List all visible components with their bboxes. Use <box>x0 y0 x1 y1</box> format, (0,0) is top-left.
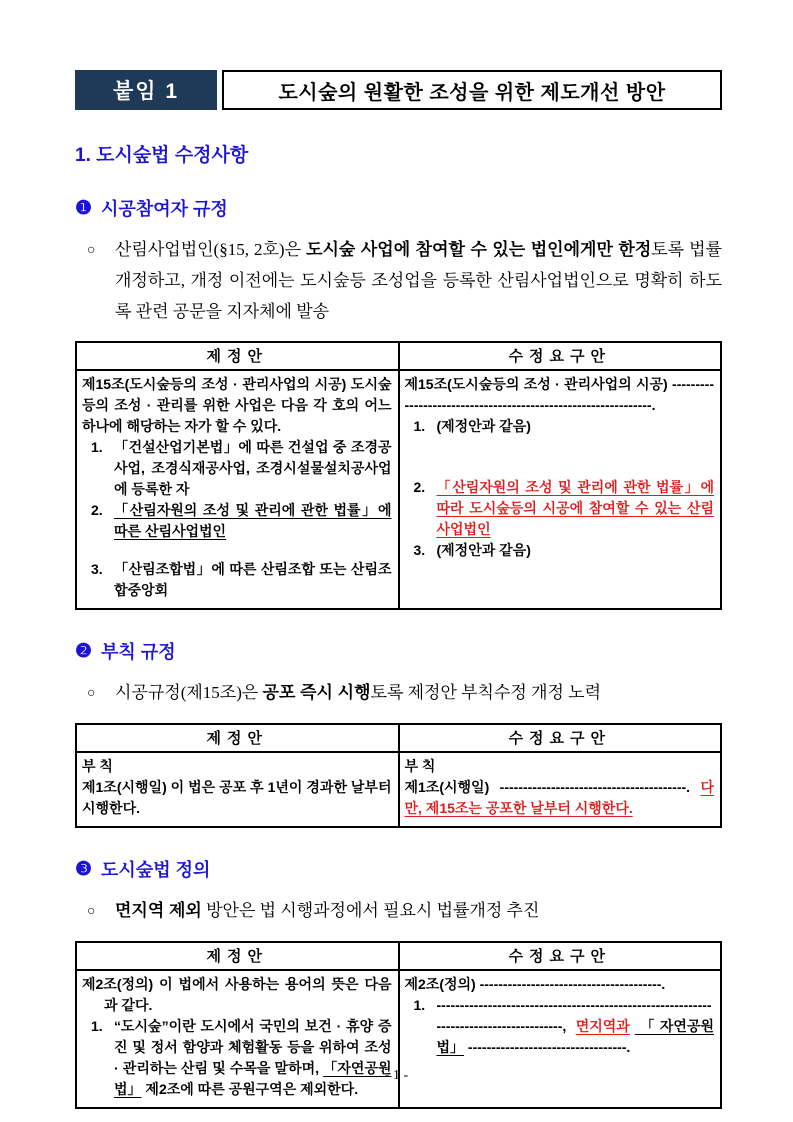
bullet-paragraph-3 <box>87 895 722 927</box>
clause-item-1 <box>82 437 392 500</box>
item-text <box>114 1016 392 1100</box>
bullet-3-text <box>115 895 722 927</box>
comparison-table-1 <box>75 341 722 610</box>
bullet-paragraph-1 <box>87 234 722 327</box>
emphasis-run: 도시숲 사업에 참여할 수 있는 법인에게만 한정 <box>306 240 652 259</box>
section-1-heading: 1. 도시숲법 수정사항 <box>75 145 249 166</box>
clause-text: 제1조(시행일) 이 법은 공포 후 1년이 경과한 날부터 시행한다. <box>82 779 392 816</box>
emphasis-run: 면지역 제외 <box>115 901 202 920</box>
item-text: 「건설산업기본법」에 따른 건설업 중 조경공사업, 조경식재공사업, 조경시설물설치공사업에 등록한 자 <box>114 439 392 497</box>
clause-intro <box>405 974 715 995</box>
item-number: 1. <box>413 418 426 434</box>
addendum-label: 부 칙 <box>404 758 436 774</box>
table-header-row <box>76 342 721 370</box>
bullet-1-text <box>115 234 722 327</box>
clause-item-1 <box>405 995 715 1058</box>
revision-cell <box>399 752 722 827</box>
subsection-1-heading <box>75 195 722 221</box>
placeholder-dashes: --------------------------------------------------------------------------------------, <box>436 997 712 1034</box>
item-text: 「산림조합법」에 따른 산림조합 또는 산림조합중앙회 <box>114 561 392 598</box>
text-run: 제2조에 따른 공원구역은 제외한다. <box>141 1081 359 1097</box>
item-text-revision: 「산림자원의 조성 및 관리에 관한 법률」에 따라 도시숲등의 시공에 참여할 수 있는 산림사업법인 <box>436 479 714 537</box>
clause-item-1 <box>82 1016 392 1100</box>
clause-item-3 <box>82 559 392 601</box>
revision-run: 다만, 제15조는 공포한 날부터 시행한다. <box>404 779 715 816</box>
text-run: 토록 법률 개정하고, 개정 이전에는 도시숲등 조성업을 등록한 산림사업법인으로 명확히 하도록 관련 공문을 지자체에 발송 <box>115 240 722 321</box>
revision-cell <box>399 370 722 609</box>
comparison-table-2 <box>75 723 722 828</box>
item-number: 2. <box>91 502 103 518</box>
circle-bullet-icon: ○ <box>87 686 96 701</box>
circled-number-3-icon: ❸ <box>75 858 93 880</box>
clause-item-2 <box>405 477 715 540</box>
subsection-2-heading <box>75 638 722 664</box>
column-header-revision: 수정요구안 <box>399 342 722 370</box>
proposal-cell <box>76 370 399 609</box>
attachment-badge: 붙임 1 <box>75 70 217 110</box>
item-text: (제정안과 같음) <box>436 418 531 434</box>
circle-bullet-icon: ○ <box>87 243 96 258</box>
item-number: 2. <box>413 479 426 495</box>
item-text: (제정안과 같음) <box>436 542 531 558</box>
revision-run: 면지역과 <box>575 1018 630 1034</box>
addendum-label: 부 칙 <box>82 758 113 774</box>
text-run: “도시숲”이란 도시에서 국민의 보건 · 휴양 증진 및 정서 함양과 체험활동 등을 위하여 조성 · 관리하는 산림 및 수목을 말하며, <box>114 1018 392 1076</box>
page-number: - 1 - <box>384 1068 409 1083</box>
table-header-row <box>76 942 721 970</box>
placeholder-dashes: --------------------------------------------------------------. <box>404 376 714 413</box>
clause-intro: 제2조(정의) 이 법에서 사용하는 용어의 뜻은 다음과 같다. <box>82 976 392 1013</box>
revision-cell <box>399 970 722 1108</box>
subsection-2-title: 부칙 규정 <box>101 642 176 662</box>
column-header-proposal: 제정안 <box>76 342 399 370</box>
column-header-revision: 수정요구안 <box>399 724 722 752</box>
item-number: 1. <box>413 997 426 1013</box>
circled-number-2-icon: ❷ <box>75 640 93 662</box>
clause-intro <box>405 374 715 416</box>
table-header-row <box>76 724 721 752</box>
column-header-proposal: 제정안 <box>76 942 399 970</box>
table-body-row <box>76 970 721 1108</box>
document-header <box>75 70 722 110</box>
emphasis-run: 공포 즉시 시행 <box>262 683 371 702</box>
item-number: 3. <box>413 542 426 558</box>
column-header-proposal: 제정안 <box>76 724 399 752</box>
text-run: 제15조(도시숲등의 조성 · 관리사업의 시공) <box>404 376 673 392</box>
text-run: 시공규정(제15조)은 <box>115 683 263 702</box>
subsection-3-title: 도시숲법 정의 <box>101 860 211 880</box>
circle-bullet-icon: ○ <box>87 904 96 919</box>
clause-item-2 <box>82 500 392 542</box>
item-text-underlined: 「산림자원의 조성 및 관리에 관한 법률」에 따른 산림사업법인 <box>114 502 392 539</box>
item-number: 1. <box>91 439 103 455</box>
bullet-2-text <box>115 677 722 709</box>
item-number: 1. <box>91 1018 103 1034</box>
clause-intro: 제15조(도시숲등의 조성 · 관리사업의 시공) 도시숲등의 조성 · 관리를 위한 사업은 다음 각 호의 어느 하나에 해당하는 자가 할 수 있다. <box>82 376 392 434</box>
text-run: 산림사업법인(§15, 2호)은 <box>115 240 307 259</box>
clause-item-1 <box>405 416 715 437</box>
law-name-underlined: 「자연공원법」 <box>114 1060 392 1097</box>
text-run: 제2조(정의) <box>404 976 480 992</box>
circled-number-1-icon: ❶ <box>75 197 93 219</box>
clause-item-3 <box>405 540 715 561</box>
table-body-row <box>76 752 721 827</box>
column-header-revision: 수정요구안 <box>399 942 722 970</box>
item-number: 3. <box>91 561 103 577</box>
document-title: 도시숲의 원활한 조성을 위한 제도개선 방안 <box>222 70 722 110</box>
item-text <box>437 995 715 1058</box>
placeholder-dashes: ----------------------------------------. <box>499 779 701 795</box>
proposal-cell <box>76 970 399 1108</box>
placeholder-dashes: ---------------------------------------. <box>479 976 666 992</box>
text-run: 방안은 법 시행과정에서 필요시 법률개정 추진 <box>201 901 540 920</box>
proposal-cell <box>76 752 399 827</box>
text-run: 토록 제정안 부칙수정 개정 노력 <box>370 683 602 702</box>
law-name-underlined: 「자연공원법」 <box>436 1018 714 1055</box>
placeholder-dashes: ----------------------------------. <box>464 1039 631 1055</box>
table-body-row <box>76 370 721 609</box>
subsection-1-title: 시공참여자 규정 <box>101 199 228 219</box>
text-run: 제1조(시행일) <box>404 779 500 795</box>
subsection-3-heading <box>75 856 722 882</box>
bullet-paragraph-2 <box>87 677 722 709</box>
clause-text <box>405 777 715 819</box>
